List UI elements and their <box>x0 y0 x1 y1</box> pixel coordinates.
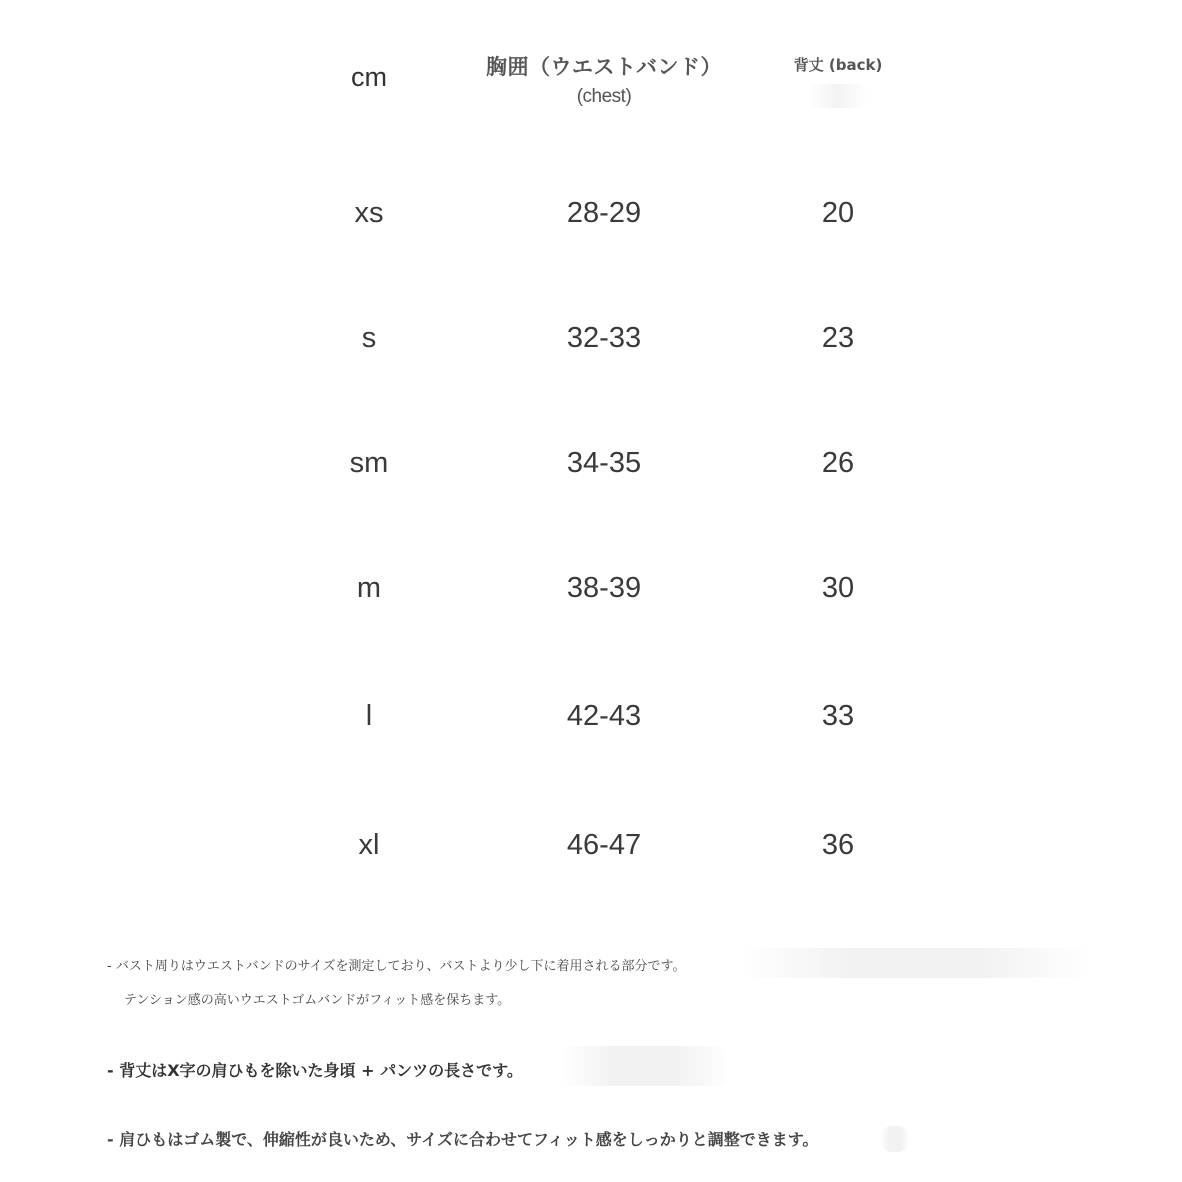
back-value-cell: 36 <box>821 829 855 861</box>
chest-value-cell: 34-35 <box>566 447 642 479</box>
note-shoulder-straps: - 肩ひもはゴム製で、伸縮性が良いため、サイズに合わせてフィット感をしっかりと調整できます。 <box>107 1130 819 1149</box>
size-label-cell: m <box>356 572 382 604</box>
size-label-cell: xs <box>354 197 384 229</box>
faded-text-artifact <box>560 1046 730 1086</box>
back-value-cell: 20 <box>821 197 855 229</box>
header-back-length: 背丈 (back) <box>793 56 883 74</box>
size-label-cell: xl <box>358 829 380 861</box>
chest-value-cell: 42-43 <box>566 700 642 732</box>
size-label-cell: sm <box>349 447 389 479</box>
back-value-cell: 30 <box>821 572 855 604</box>
size-label-cell: s <box>361 322 377 354</box>
chest-value-cell: 46-47 <box>566 829 642 861</box>
back-value-cell: 26 <box>821 447 855 479</box>
chest-value-cell: 28-29 <box>566 197 642 229</box>
note-waistband-fit: テンション感の高いウエストゴムバンドがフィット感を保ちます。 <box>124 993 511 1008</box>
header-chest-english: (chest) <box>576 86 632 107</box>
faded-header-artifact <box>808 84 868 108</box>
back-value-cell: 33 <box>821 700 855 732</box>
back-value-cell: 23 <box>821 322 855 354</box>
note-back-length: - 背丈はX字の肩ひもを除いた身頃 + パンツの長さです。 <box>107 1061 523 1080</box>
faded-text-artifact <box>740 948 1090 978</box>
header-chest-japanese: 胸囲（ウエストバンド） <box>485 55 723 79</box>
faded-text-artifact <box>880 1126 910 1152</box>
size-label-cell: l <box>365 700 373 732</box>
note-bust-measurement: - バスト周りはウエストバンドのサイズを測定しており、バストより少し下に着用される部分です。 <box>107 959 686 974</box>
chest-value-cell: 32-33 <box>566 322 642 354</box>
chest-value-cell: 38-39 <box>566 572 642 604</box>
header-unit-cm: cm <box>351 62 387 92</box>
